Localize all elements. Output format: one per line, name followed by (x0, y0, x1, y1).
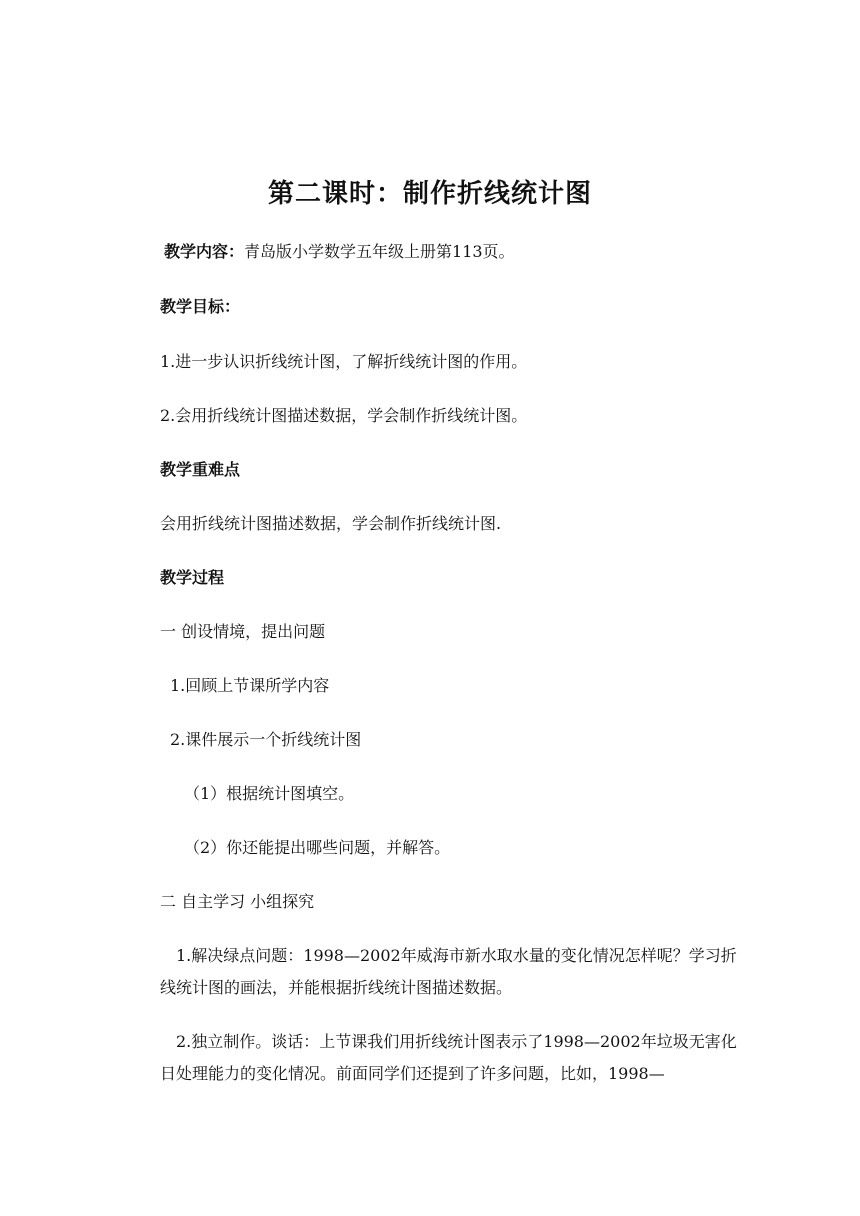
key-points-text: 会用折线统计图描述数据，学会制作折线统计图. (160, 514, 502, 533)
objective-item-1: 1.进一步认识折线统计图，了解折线统计图的作用。 (160, 352, 528, 371)
objectives-heading: 教学目标： (160, 297, 241, 316)
section2-para1: 1.解决绿点问题：1998—2002年威海市新水取水量的变化情况怎样呢？学习折线统计图的画法，并能根据折线统计图描述数据。 (160, 946, 737, 997)
key-points-heading: 教学重难点 (160, 460, 241, 479)
teaching-content-text: 青岛版小学数学五年级上册第113页。 (244, 242, 515, 261)
section2-title: 二 自主学习 小组探究 (160, 892, 315, 911)
process-heading: 教学过程 (160, 568, 225, 587)
teaching-content-line (164, 242, 515, 262)
section1-step2: 2.课件展示一个折线统计图 (170, 730, 362, 749)
section1-step1: 1.回顾上节课所学内容 (170, 676, 330, 695)
teaching-content-label: 教学内容： (164, 242, 245, 261)
section1-title: 一 创设情境，提出问题 (160, 622, 326, 641)
objective-item-2: 2.会用折线统计图描述数据，学会制作折线统计图。 (160, 406, 528, 425)
page-title: 第二课时：制作折线统计图 (267, 179, 592, 209)
section1-sub1: （1）根据统计图填空。 (184, 784, 355, 803)
section1-sub2: （2）你还能提出哪些问题，并解答。 (184, 838, 451, 857)
section2-para2: 2.独立制作。谈话：上节课我们用折线统计图表示了1998—2002年垃圾无害化日处理能力的变化情况。前面同学们还提到了许多问题，比如，1998— (160, 1032, 737, 1083)
